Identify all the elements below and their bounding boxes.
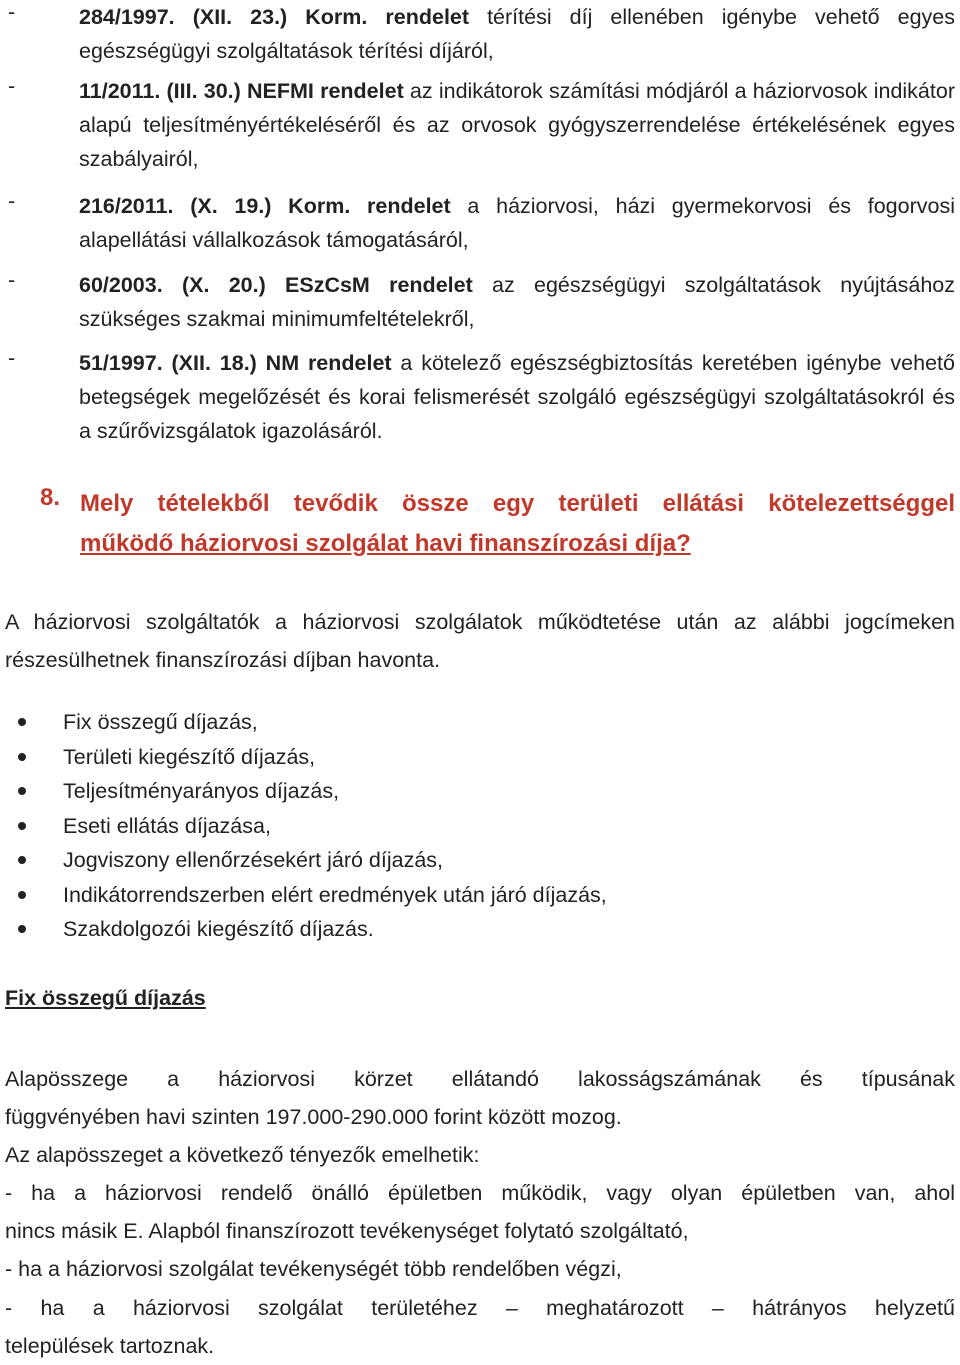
regulation-item <box>0 0 955 68</box>
bullet-icon <box>18 753 26 761</box>
regulation-description: az indikátorok számítási módjáról a háziorvosok indikátor alapú teljesítményértékeléséről és az orvosok gyógyszerrendelése értékelésének egyes szabályairól, <box>79 79 955 171</box>
question-heading <box>40 484 955 564</box>
regulation-description: a kötelező egészségbiztosítás keretében igénybe vehető betegségek megelőzését és korai felismerését szolgáló egészségügyi szolgáltatásokról és a szűrővizsgálatok igazolásáról. <box>79 351 955 443</box>
regulation-item <box>0 74 955 176</box>
question-text <box>80 484 955 564</box>
question-number: 8. <box>40 484 61 511</box>
list-item <box>0 705 955 740</box>
body-line: függvényében havi szinten 197.000-290.000 forint között mozog. <box>5 1105 622 1129</box>
intro-paragraph: A háziorvosi szolgáltatók a háziorvosi szolgálatok működtetése után az alábbi jogcímeken részesülhetnek finanszírozási díjban havonta. <box>5 610 955 672</box>
bullet-icon <box>18 891 26 899</box>
regulation-item <box>0 346 955 448</box>
body-line: - ha a háziorvosi szolgálat tevékenységét több rendelőben végzi, <box>5 1257 622 1281</box>
list-item-text: Szakdolgozói kiegészítő díjazás. <box>63 917 374 941</box>
list-item <box>0 912 955 947</box>
regulation-description: az egészségügyi szolgáltatások nyújtásához szükséges szakmai minimumfeltételekről, <box>79 273 955 331</box>
section-subheading: Fix összegű díjazás <box>5 986 206 1010</box>
list-dash: - <box>8 268 16 292</box>
question-line-1: Mely tételekből tevődik össze egy területi ellátási kötelezettséggel <box>80 490 955 517</box>
list-item-text: Indikátorrendszerben elért eredmények után járó díjazás, <box>63 882 607 907</box>
list-item-text: Jogviszony ellenőrzésekért járó díjazás, <box>63 848 444 872</box>
regulation-text <box>79 346 955 448</box>
bullet-icon <box>18 925 26 933</box>
list-item <box>0 843 955 878</box>
bullet-icon <box>18 718 26 726</box>
list-item <box>0 740 955 775</box>
bullet-icon <box>18 787 26 795</box>
regulation-number: 216/2011. (X. 19.) Korm. rendelet <box>79 194 451 218</box>
list-item <box>0 774 955 809</box>
list-item-text: Fix összegű díjazás, <box>63 710 258 734</box>
regulation-text <box>79 74 955 176</box>
list-dash: - <box>8 189 16 213</box>
body-line: - ha a háziorvosi szolgálat területéhez – meghatározott – hátrányos helyzetű <box>5 1296 955 1320</box>
regulation-number: 51/1997. (XII. 18.) NM rendelet <box>79 351 392 375</box>
regulation-item <box>0 189 955 257</box>
body-line: Az alapösszeget a következő tényezők emelhetik: <box>5 1143 480 1167</box>
list-item <box>0 809 955 844</box>
body-line: Alapösszege a háziorvosi körzet ellátandó lakosságszámának és típusának <box>5 1067 955 1091</box>
list-item-text: Eseti ellátás díjazása, <box>63 813 271 838</box>
list-item-text: Teljesítményarányos díjazás, <box>63 779 340 803</box>
regulation-text <box>79 268 955 336</box>
list-item <box>0 878 955 913</box>
list-dash: - <box>8 346 16 370</box>
regulation-item <box>0 268 955 336</box>
regulation-text <box>79 189 955 257</box>
body-line: - ha a háziorvosi rendelő önálló épületben működik, vagy olyan épületben van, ahol <box>5 1181 955 1205</box>
payment-types-list <box>0 705 955 947</box>
regulation-description: a háziorvosi, házi gyermekorvosi és fogorvosi alapellátási vállalkozások támogatásáról, <box>79 194 955 252</box>
regulation-number: 284/1997. (XII. 23.) Korm. rendelet <box>79 5 470 29</box>
bullet-icon <box>18 856 26 864</box>
body-line: települések tartoznak. <box>5 1334 215 1358</box>
list-dash: - <box>8 0 16 24</box>
bullet-icon <box>18 822 26 830</box>
regulation-text <box>79 0 955 68</box>
list-item-text: Területi kiegészítő díjazás, <box>63 744 316 769</box>
list-dash: - <box>8 74 16 98</box>
question-line-2: működő háziorvosi szolgálat havi finanszírozási díja? <box>80 530 691 557</box>
regulation-number: 11/2011. (III. 30.) NEFMI rendelet <box>79 79 404 103</box>
body-line: nincs másik E. Alapból finanszírozott tevékenységet folytató szolgáltató, <box>5 1219 689 1243</box>
regulation-number: 60/2003. (X. 20.) ESzCsM rendelet <box>79 273 473 297</box>
regulation-description: térítési díj ellenében igénybe vehető egyes egészségügyi szolgáltatások térítési díjáról, <box>79 5 956 63</box>
